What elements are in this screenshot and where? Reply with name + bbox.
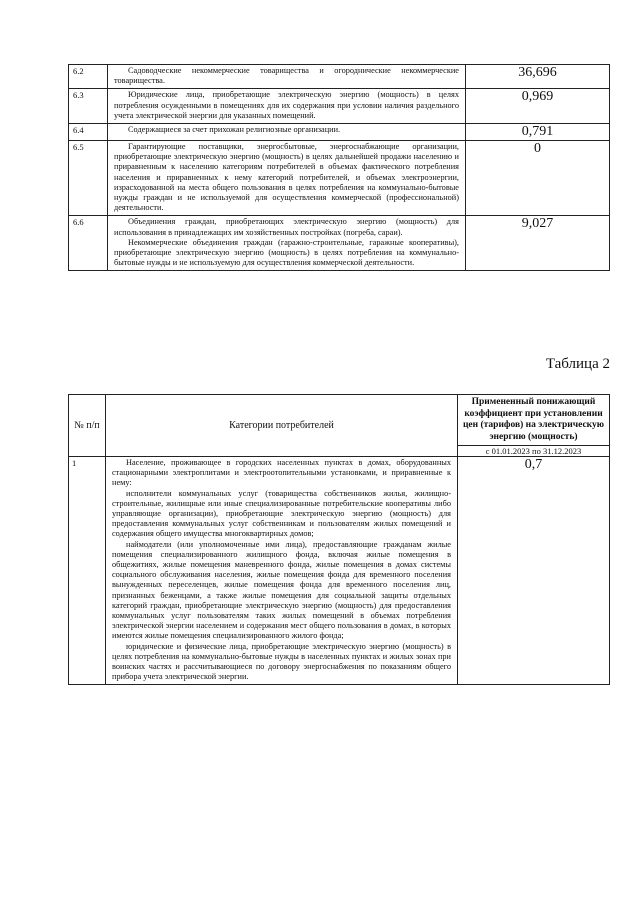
row-number: 6.6 <box>69 216 108 271</box>
category-paragraph: Некоммерческие объединения граждан (гаражно-строительные, гаражные кооперативы), приобретающие электрическую энергию (мощность) в целях потребления на коммунально-бытовые нужды и не используемую для осуществления коммерческой деятельности. <box>114 237 459 268</box>
table2-body <box>69 457 610 685</box>
row-category-text <box>108 141 466 216</box>
header-coefficient: Примененный понижающий коэффициент при установлении цен (тарифов) на электрическую энергию (мощность) <box>458 395 610 446</box>
table-row <box>69 124 610 141</box>
row-number: 6.5 <box>69 141 108 216</box>
row-number: 6.2 <box>69 65 108 89</box>
table1-body <box>69 65 610 271</box>
tariff-table-continued <box>68 64 610 271</box>
category-paragraph: исполнители коммунальных услуг (товарищества собственников жилья, жилищно-строительные, жилищные или иные специализированные потребительские кооперативы либо управляющие организации), приобретающие электрическую энергию (мощность) для предоставления коммунальных услуг собственникам и пользователям жилых помещений и содержания общего имущества многоквартирных домов; <box>112 488 451 539</box>
row-value: 36,696 <box>466 65 610 89</box>
row-value: 0,791 <box>466 124 610 141</box>
category-paragraph: наймодатели (или уполномоченные ими лица), предоставляющие гражданам жилые помещения специализированного жилищного фонда, включая жилые помещения в общежитиях, жилые помещения маневренного фонда, жилые помещения в домах системы социального обслуживания населения, жилые помещения фонда для временного поселения вынужденных переселенцев, жилые помещения фонда для временного поселения лиц, признанных беженцами, а также жилые помещения для социальной защиты отдельных категорий граждан, приобретающие электрическую энергию (мощность) для предоставления коммунальных услуг пользователям таких жилых помещений в объемах потребления электрической энергии населением и содержания мест общего пользования в домах, в которых имеются жилые помещения специализированного жилого фонда; <box>112 539 451 641</box>
row-value: 9,027 <box>466 216 610 271</box>
table-row <box>69 89 610 124</box>
table-row <box>69 457 610 685</box>
category-paragraph: Население, проживающее в городских населенных пунктах в домах, оборудованных стационарными электроплитами и электроотопительными установками, и приравненные к нему: <box>112 458 451 488</box>
row-category-text <box>108 124 466 141</box>
row-value: 0,7 <box>458 457 610 685</box>
row-value: 0 <box>466 141 610 216</box>
row-number: 6.4 <box>69 124 108 141</box>
category-paragraph: Садоводческие некоммерческие товарищества и огороднические некоммерческие товарищества. <box>114 66 459 86</box>
row-category-text <box>108 65 466 89</box>
table-row <box>69 216 610 271</box>
header-number: № п/п <box>69 395 106 457</box>
row-category-text <box>108 216 466 271</box>
row-category-text <box>108 89 466 124</box>
row-value: 0,969 <box>466 89 610 124</box>
table-row <box>69 141 610 216</box>
coefficient-table <box>68 394 610 685</box>
header-category: Категории потребителей <box>106 395 458 457</box>
row-number: 6.3 <box>69 89 108 124</box>
table-header-row <box>69 395 610 446</box>
row-number: 1 <box>69 457 106 685</box>
category-paragraph: Содержащиеся за счет прихожан религиозные организации. <box>128 125 341 135</box>
category-paragraph: Объединения граждан, приобретающих электрическую энергию (мощность) для использования в принадлежащих им хозяйственных постройках (погреба, сараи). <box>114 217 459 237</box>
table-row <box>69 65 610 89</box>
category-paragraph: Юридические лица, приобретающие электрическую энергию (мощность) в целях потребления осужденными в помещениях для их содержания при условии наличия раздельного учета электрической энергии для указанных помещений. <box>114 90 459 120</box>
table-caption: Таблица 2 <box>545 356 610 372</box>
header-period: с 01.01.2023 по 31.12.2023 <box>458 446 610 457</box>
row-category-text <box>106 457 458 685</box>
category-paragraph: юридические и физические лица, приобретающие электрическую энергию (мощность) в целях потребления на коммунально-бытовые нужды в населенных пунктах и жилых зонах при воинских частях и рассчитывающиеся по договору энергоснабжения по показаниям общего прибора учета электрической энергии. <box>112 641 451 682</box>
category-paragraph: Гарантирующие поставщики, энергосбытовые, энергоснабжающие организации, приобретающие электрическую энергию (мощность) в целях дальнейшей продажи населению и приравненным к населению категориям потребителей в объемах фактического потребления населения и приравненных к нему категорий потребителей, и объемах электроэнергии, израсходованной на места общего пользования в целях потребления на коммунально-бытовые нужды граждан и не используемой для осуществления коммерческой (профессиональной) деятельности. <box>114 142 459 213</box>
